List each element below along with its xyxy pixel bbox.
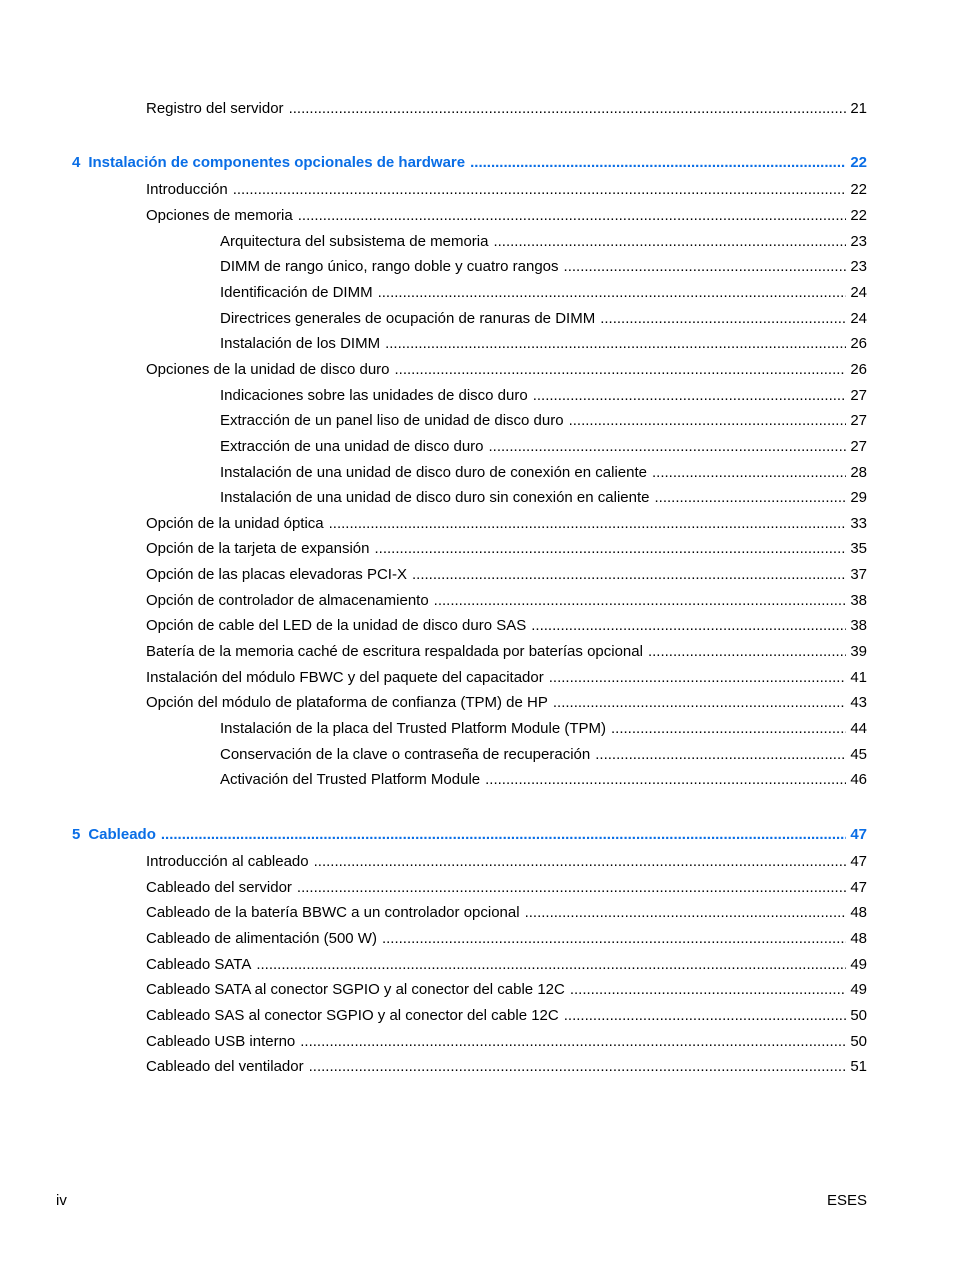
toc-entry-page: 29 [850,489,867,506]
toc-entry[interactable] [146,511,867,533]
dot-leader [569,412,847,430]
dot-leader [374,540,846,558]
toc-entry-title: Activación del Trusted Platform Module [220,771,481,788]
toc-entry-page: 50 [850,1007,867,1024]
toc-entry-title: Cableado del ventilador [146,1058,304,1075]
toc-entry[interactable] [146,536,867,558]
chapter-page: 22 [850,154,867,171]
toc-entry-page: 38 [850,592,867,609]
toc-chapter-5[interactable] [72,822,867,844]
dot-leader [595,746,846,764]
toc-entry[interactable] [146,357,867,379]
toc-entry-page: 44 [850,720,867,737]
dot-leader [289,100,847,118]
toc-entry-title: Registro del servidor [146,100,284,117]
toc-entry[interactable] [146,562,867,584]
dot-leader [611,720,846,738]
toc-entry[interactable] [146,177,867,199]
toc-entry-title: Introducción [146,181,228,198]
toc-chapter-4[interactable] [72,150,867,172]
toc-entry-page: 47 [850,853,867,870]
toc-entry-title: Conservación de la clave o contraseña de recuperación [220,746,591,763]
toc-entry-page: 39 [850,643,867,660]
toc-entry[interactable] [146,849,867,871]
dot-leader [470,154,846,172]
dot-leader [652,464,846,482]
toc-entry[interactable] [146,977,867,999]
dot-leader [329,515,847,533]
toc-entry-page: 27 [850,412,867,429]
dot-leader [161,826,846,844]
dot-leader [493,233,846,251]
toc-entry[interactable] [146,952,867,974]
dot-leader [385,335,846,353]
toc-subentry[interactable] [220,331,867,353]
toc-entry[interactable] [146,1003,867,1025]
dot-leader [485,771,846,789]
toc-entry-title: Opciones de la unidad de disco duro [146,361,390,378]
dot-leader [531,617,846,635]
dot-leader [297,879,846,897]
dot-leader [533,387,847,405]
toc-entry-title: Instalación de una unidad de disco duro sin conexión en caliente [220,489,650,506]
dot-leader [525,904,847,922]
toc-entry-title: Batería de la memoria caché de escritura respaldada por baterías opcional [146,643,643,660]
dot-leader [570,981,846,999]
dot-leader [549,669,847,687]
dot-leader [434,592,847,610]
toc-entry[interactable] [146,900,867,922]
toc-entry-page: 33 [850,515,867,532]
toc-entry-page: 26 [850,361,867,378]
toc-entry-page: 43 [850,694,867,711]
toc-entry[interactable] [146,203,867,225]
toc-entry-title: Cableado de la batería BBWC a un controlador opcional [146,904,520,921]
toc-entry-title: Instalación de la placa del Trusted Platform Module (TPM) [220,720,607,737]
toc-entry[interactable] [146,96,867,118]
dot-leader [489,438,847,456]
dot-leader [648,643,846,661]
dot-leader [378,284,847,302]
toc-entry-title: Extracción de un panel liso de unidad de disco duro [220,412,564,429]
toc-entry[interactable] [146,1029,867,1051]
toc-entry-page: 27 [850,438,867,455]
toc-entry-page: 49 [850,981,867,998]
toc-entry-title: Cableado SATA al conector SGPIO y al conector del cable 12C [146,981,565,998]
toc-entry-title: Opción del módulo de plataforma de confianza (TPM) de HP [146,694,548,711]
dot-leader [412,566,846,584]
toc-subentry[interactable] [220,434,867,456]
toc-entry-page: 22 [850,181,867,198]
dot-leader [600,310,846,328]
dot-leader [309,1058,847,1076]
toc-entry[interactable] [146,613,867,635]
toc-entry-page: 24 [850,284,867,301]
toc-entry-title: Instalación del módulo FBWC y del paquete del capacitador [146,669,544,686]
toc-entry-page: 24 [850,310,867,327]
toc-entry-page: 45 [850,746,867,763]
toc-entry-title: Opción de las placas elevadoras PCI-X [146,566,407,583]
toc-entry-title: Indicaciones sobre las unidades de disco duro [220,387,528,404]
toc-entry[interactable] [146,690,867,712]
toc-subentry[interactable] [220,485,867,507]
toc-entry-page: 47 [850,879,867,896]
toc-entry[interactable] [146,639,867,661]
toc-entry-title: Directrices generales de ocupación de ranuras de DIMM [220,310,596,327]
toc-entry-title: Instalación de los DIMM [220,335,381,352]
toc-entry-page: 50 [850,1033,867,1050]
toc-entry-page: 51 [850,1058,867,1075]
locale-code: ESES [826,1192,867,1209]
toc-entry-title: Opción de la unidad óptica [146,515,324,532]
chapter-number: 4 [72,154,81,171]
dot-leader [300,1033,846,1051]
toc-entry-page: 23 [850,233,867,250]
toc-entry-title: Introducción al cableado [146,853,309,870]
toc-subentry[interactable] [220,280,867,302]
dot-leader [564,258,847,276]
toc-entry-title: Cableado de alimentación (500 W) [146,930,377,947]
toc-entry-page: 23 [850,258,867,275]
toc-subentry[interactable] [220,408,867,430]
toc-entry-page: 28 [850,464,867,481]
toc-entry-title: DIMM de rango único, rango doble y cuatro rangos [220,258,559,275]
toc-subentry[interactable] [220,306,867,328]
toc-entry-title: Cableado SAS al conector SGPIO y al conector del cable 12C [146,1007,559,1024]
toc-entry-title: Arquitectura del subsistema de memoria [220,233,489,250]
dot-leader [395,361,847,379]
toc-subentry[interactable] [220,229,867,251]
toc-entry-page: 27 [850,387,867,404]
toc-entry[interactable] [146,875,867,897]
toc-entry[interactable] [146,926,867,948]
toc-entry-page: 49 [850,956,867,973]
toc-entry-title: Opciones de memoria [146,207,293,224]
toc-subentry[interactable] [220,767,867,789]
toc-entry-page: 46 [850,771,867,788]
toc-entry[interactable] [146,588,867,610]
toc-entry-page: 48 [850,930,867,947]
dot-leader [298,207,847,225]
toc-entry-page: 21 [850,100,867,117]
toc-subentry[interactable] [220,742,867,764]
toc-subentry[interactable] [220,254,867,276]
toc-entry-page: 22 [850,207,867,224]
dot-leader [382,930,846,948]
toc-entry[interactable] [146,1054,867,1076]
dot-leader [553,694,846,712]
toc-entry-page: 38 [850,617,867,634]
toc-entry-title: Opción de la tarjeta de expansión [146,540,370,557]
toc-entry-title: Opción de cable del LED de la unidad de disco duro SAS [146,617,527,634]
toc-entry-title: Cableado USB interno [146,1033,296,1050]
toc-entry-page: 41 [850,669,867,686]
toc-entry-title: Opción de controlador de almacenamiento [146,592,429,609]
toc-subentry[interactable] [220,383,867,405]
dot-leader [233,181,847,199]
dot-leader [654,489,846,507]
toc-entry-page: 48 [850,904,867,921]
toc-entry-title: Extracción de una unidad de disco duro [220,438,484,455]
page-number: iv [56,1192,67,1209]
chapter-title: Cableado [88,826,156,843]
toc-subentry[interactable] [220,460,867,482]
toc-entry-page: 35 [850,540,867,557]
chapter-page: 47 [850,826,867,843]
dot-leader [256,956,846,974]
dot-leader [314,853,847,871]
chapter-number: 5 [72,826,81,843]
toc-subentry[interactable] [220,716,867,738]
toc-entry-page: 26 [850,335,867,352]
dot-leader [564,1007,847,1025]
toc-entry-title: Cableado SATA [146,956,252,973]
toc-entry-title: Instalación de una unidad de disco duro de conexión en caliente [220,464,647,481]
toc-entry-title: Cableado del servidor [146,879,292,896]
toc-entry-title: Identificación de DIMM [220,284,373,301]
chapter-title: Instalación de componentes opcionales de hardware [88,154,466,171]
toc-entry-page: 37 [850,566,867,583]
toc-entry[interactable] [146,665,867,687]
